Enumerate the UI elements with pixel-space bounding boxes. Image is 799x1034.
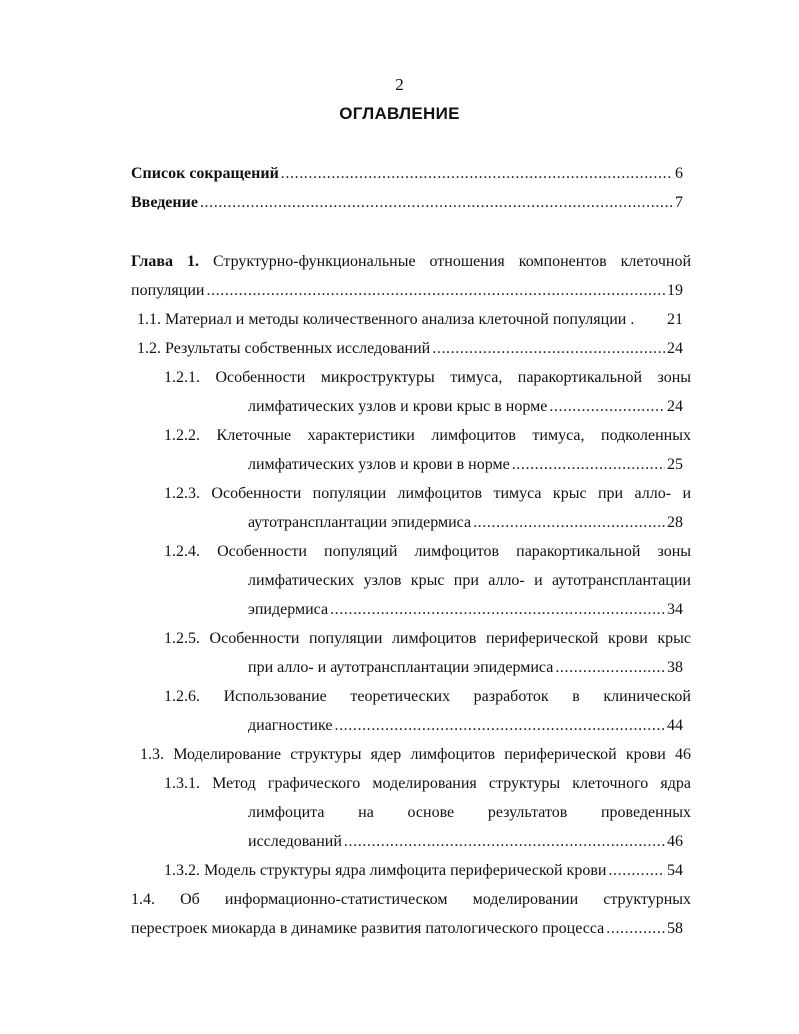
entry-page: 28 (667, 514, 683, 531)
toc-entry-1-3[interactable] (140, 744, 691, 766)
entry-label: Введение (131, 194, 198, 211)
toc-entry-1-1[interactable] (137, 309, 683, 331)
entry-page: 46 (667, 833, 683, 850)
entry-label-line-2: лимфатических узлов крыс при алло- и аутотрансплантации (248, 572, 691, 589)
entry-label-line-2: популяции (131, 282, 205, 299)
entry-page: 24 (667, 340, 683, 357)
entry-label-line-3: эпидермиса (248, 601, 329, 618)
entry-label-line-1: 1.4. Об информационно-статистическом моделировании структурных (131, 891, 691, 908)
leader-dots (344, 831, 665, 853)
entry-label-line-1: Структурно-функциональные отношения компонентов клеточной (212, 253, 691, 270)
toc-entry-introduction[interactable] (131, 192, 683, 214)
leader-dots (281, 163, 673, 185)
entry-page: 7 (675, 194, 683, 211)
entry-label: 1.1. Материал и методы количественного анализа клеточной популяции . (137, 311, 635, 328)
entry-label-line-1: 1.3.1. Метод графического моделирования структуры клеточного ядра (164, 775, 691, 792)
toc-entry-1-2-5[interactable] (164, 628, 691, 650)
entry-page: 44 (667, 717, 683, 734)
leader-dots (549, 396, 665, 418)
entry-label-line-2: лимфатических узлов и крови в норме (248, 456, 510, 473)
entry-label-line-2: лимфатических узлов и крови крыс в норме (248, 398, 548, 415)
toc-entry-1-2-4-cont-2[interactable] (248, 599, 683, 621)
leader-dots (555, 657, 665, 679)
toc-entry-1-3-1[interactable] (164, 773, 691, 795)
entry-label-line-2: при алло- и аутотрансплантации эпидермиса (248, 659, 554, 676)
entry-label-line-1: 1.2.1. Особенности микроструктуры тимуса, паракортикальной зоны (164, 369, 691, 386)
toc-entry-1-3-2[interactable] (164, 860, 683, 882)
toc-entry-1-2-6-cont[interactable] (248, 715, 683, 737)
chapter-prefix: Глава 1. (131, 253, 199, 270)
toc-entry-1-4-cont[interactable] (131, 918, 683, 940)
entry-page: 21 (667, 311, 683, 328)
entry-label: Список сокращений (131, 165, 279, 182)
toc-entry-1-2-4-cont[interactable] (248, 570, 691, 592)
entry-label-line-1: 1.2.2. Клеточные характеристики лимфоцитов тимуса, подколенных (164, 427, 691, 444)
entry-label: 1.3.2. Модель структуры ядра лимфоцита периферической крови (164, 862, 607, 879)
toc-entry-chapter-1-cont[interactable] (131, 280, 683, 302)
toc-entry-1-4[interactable] (131, 889, 691, 911)
leader-dots (334, 715, 665, 737)
page-number: 2 (395, 75, 404, 94)
toc-entry-1-2-4[interactable] (164, 541, 691, 563)
entry-page: 19 (667, 282, 683, 299)
entry-label-line-1: 1.2.3. Особенности популяции лимфоцитов тимуса крыс при алло- и (164, 485, 691, 502)
entry-page: 24 (667, 398, 683, 415)
entry-label: 1.3. Моделирование структуры ядер лимфоцитов периферической крови 46 (140, 746, 691, 763)
leader-dots (206, 280, 665, 302)
toc-entry-1-3-1-cont-2[interactable] (248, 831, 683, 853)
entry-label-line-2: лимфоцита на основе результатов проведенных (248, 804, 691, 821)
leader-dots (473, 512, 665, 534)
entry-label-line-1: 1.2.6. Использование теоретических разработок в клинической (164, 688, 691, 705)
entry-page: 34 (667, 601, 683, 618)
toc-entry-abbreviations[interactable] (131, 163, 683, 185)
entry-page: 54 (667, 862, 683, 879)
leader-dots (432, 338, 665, 360)
toc-entry-1-2-2[interactable] (164, 425, 691, 447)
toc-entry-1-2-1[interactable] (164, 367, 691, 389)
toc-entry-1-2-1-cont[interactable] (248, 396, 683, 418)
toc-entry-1-3-1-cont[interactable] (248, 802, 691, 824)
toc-entry-1-2-5-cont[interactable] (248, 657, 683, 679)
leader-dots (200, 192, 673, 214)
leader-dots (330, 599, 665, 621)
entry-label-line-2: перестроек миокарда в динамике развития патологического процесса (131, 920, 605, 937)
toc-entry-chapter-1[interactable] (131, 251, 691, 273)
entry-label-line-1: 1.2.4. Особенности популяций лимфоцитов паракортикальной зоны (164, 543, 691, 560)
toc-entry-1-2-6[interactable] (164, 686, 691, 708)
entry-label-line-2: аутотрансплантации эпидермиса (248, 514, 472, 531)
toc-entry-1-2-2-cont[interactable] (248, 454, 683, 476)
entry-label-line-1: 1.2.5. Особенности популяции лимфоцитов периферической крови крыс (164, 630, 691, 647)
leader-dots (606, 918, 665, 940)
toc-entry-1-2-3[interactable] (164, 483, 691, 505)
leader-dots (512, 454, 665, 476)
entry-page: 25 (667, 456, 683, 473)
leader-dots (608, 860, 665, 882)
entry-page: 6 (675, 165, 683, 182)
toc-title: ОГЛАВЛЕНИЕ (339, 104, 460, 123)
toc-entry-1-2[interactable] (137, 338, 683, 360)
entry-label-line-3: исследований (248, 833, 342, 850)
entry-label: 1.2. Результаты собственных исследований (137, 340, 431, 357)
toc-entry-1-2-3-cont[interactable] (248, 512, 683, 534)
entry-page: 38 (667, 659, 683, 676)
entry-label-line-2: диагностике (248, 717, 333, 734)
entry-page: 58 (667, 920, 683, 937)
